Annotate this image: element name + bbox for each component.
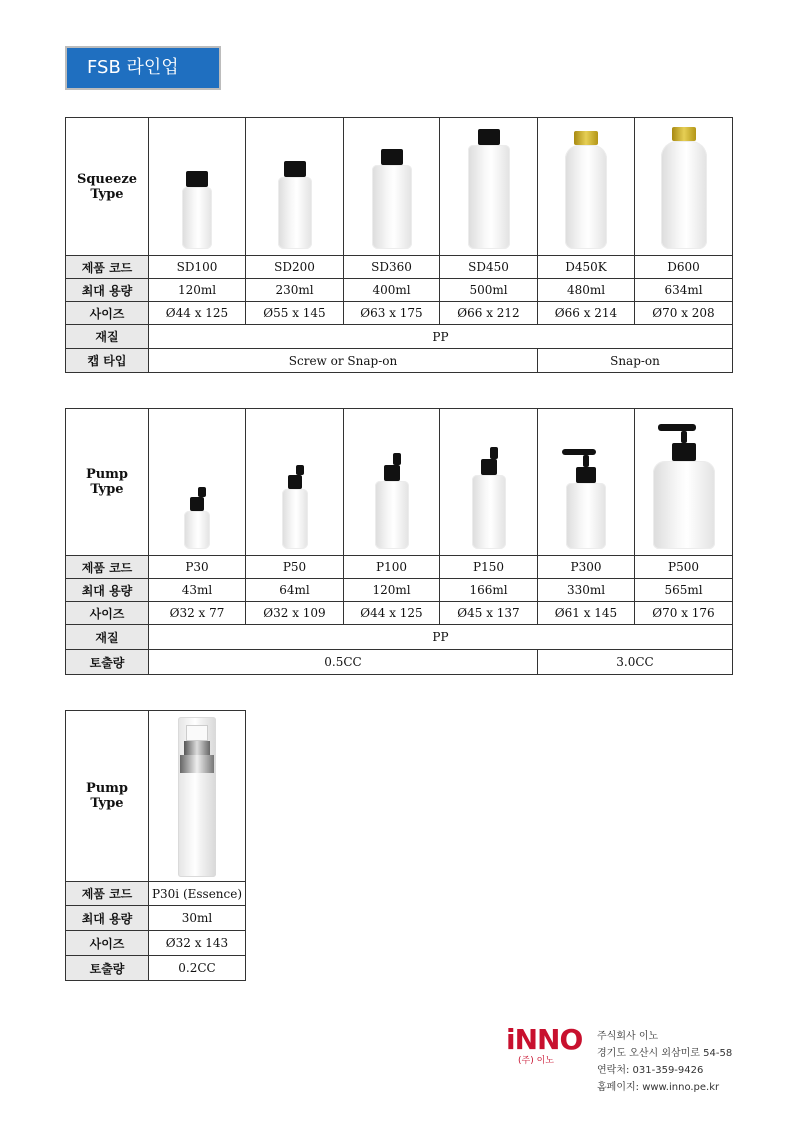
dispense-value: 3.0CC <box>538 650 733 675</box>
product-size: Ø45 x 137 <box>440 602 538 625</box>
product-size: Ø70 x 208 <box>635 302 733 325</box>
capacity-label: 최대 용량 <box>66 906 149 931</box>
product-code: D600 <box>635 256 733 279</box>
company-logo <box>506 1025 594 1065</box>
product-code: SD200 <box>246 256 344 279</box>
product-code: P300 <box>538 556 635 579</box>
product-code: D450K <box>538 256 635 279</box>
bottle-image-p50 <box>246 409 344 556</box>
product-capacity: 64ml <box>246 579 344 602</box>
product-capacity: 30ml <box>149 906 246 931</box>
material-label: 재질 <box>66 325 149 349</box>
product-capacity: 500ml <box>440 279 538 302</box>
product-capacity: 166ml <box>440 579 538 602</box>
bottle-image-p30 <box>149 409 246 556</box>
product-capacity: 400ml <box>344 279 440 302</box>
product-code: P50 <box>246 556 344 579</box>
logo-text: iNNO <box>506 1023 583 1056</box>
bottle-image-sd100 <box>149 118 246 256</box>
product-size: Ø70 x 176 <box>635 602 733 625</box>
product-code: P100 <box>344 556 440 579</box>
dispense-label: 토출량 <box>66 650 149 675</box>
squeeze-type-label: Squeeze Type <box>66 118 149 256</box>
product-size: Ø32 x 109 <box>246 602 344 625</box>
dispense-value: 0.5CC <box>149 650 538 675</box>
product-capacity: 43ml <box>149 579 246 602</box>
pump-single-spec-table <box>65 710 246 981</box>
dispense-value: 0.2CC <box>149 956 246 981</box>
size-label: 사이즈 <box>66 602 149 625</box>
cap-type-value: Screw or Snap-on <box>149 349 538 373</box>
product-code: SD450 <box>440 256 538 279</box>
product-size: Ø32 x 143 <box>149 931 246 956</box>
bottle-image-d450k <box>538 118 635 256</box>
dispense-label: 토출량 <box>66 956 149 981</box>
product-capacity: 230ml <box>246 279 344 302</box>
company-website: 홈페이지: www.inno.pe.kr <box>597 1082 720 1093</box>
company-name: 주식회사 이노 <box>597 1031 659 1042</box>
product-code: P30 <box>149 556 246 579</box>
bottle-image-d600 <box>635 118 733 256</box>
bottle-image-p300 <box>538 409 635 556</box>
product-capacity: 634ml <box>635 279 733 302</box>
bottle-image-sd200 <box>246 118 344 256</box>
cap-type-label: 캡 타입 <box>66 349 149 373</box>
pump-type-label: Pump Type <box>66 409 149 556</box>
bottle-image-p30i <box>149 711 246 882</box>
code-label: 제품 코드 <box>66 556 149 579</box>
pump-spec-table <box>65 408 733 675</box>
size-label: 사이즈 <box>66 302 149 325</box>
product-code: P150 <box>440 556 538 579</box>
product-code: SD360 <box>344 256 440 279</box>
product-capacity: 480ml <box>538 279 635 302</box>
product-capacity: 120ml <box>149 279 246 302</box>
logo-subtitle: (주) 이노 <box>518 1056 554 1066</box>
code-label: 제품 코드 <box>66 882 149 906</box>
product-size: Ø44 x 125 <box>149 302 246 325</box>
material-value: PP <box>149 325 733 349</box>
product-size: Ø66 x 212 <box>440 302 538 325</box>
product-capacity: 565ml <box>635 579 733 602</box>
product-capacity: 330ml <box>538 579 635 602</box>
product-capacity: 120ml <box>344 579 440 602</box>
product-size: Ø44 x 125 <box>344 602 440 625</box>
product-code: P30i (Essence) <box>149 882 246 906</box>
pump-type-label: Pump Type <box>66 711 149 882</box>
code-label: 제품 코드 <box>66 256 149 279</box>
bottle-image-p100 <box>344 409 440 556</box>
capacity-label: 최대 용량 <box>66 279 149 302</box>
squeeze-spec-table <box>65 117 733 373</box>
product-size: Ø55 x 145 <box>246 302 344 325</box>
bottle-image-sd450 <box>440 118 538 256</box>
bottle-image-p150 <box>440 409 538 556</box>
product-size: Ø32 x 77 <box>149 602 246 625</box>
cap-type-value: Snap-on <box>538 349 733 373</box>
company-address: 경기도 오산시 외삼미로 54-58 <box>597 1048 733 1059</box>
company-info <box>597 1028 732 1096</box>
product-code: SD100 <box>149 256 246 279</box>
bottle-image-p500 <box>635 409 733 556</box>
product-size: Ø66 x 214 <box>538 302 635 325</box>
size-label: 사이즈 <box>66 931 149 956</box>
product-size: Ø63 x 175 <box>344 302 440 325</box>
material-label: 재질 <box>66 625 149 650</box>
bottle-image-sd360 <box>344 118 440 256</box>
page-title: FSB 라인업 <box>65 46 221 90</box>
company-phone: 연락처: 031-359-9426 <box>597 1065 704 1076</box>
product-size: Ø61 x 145 <box>538 602 635 625</box>
material-value: PP <box>149 625 733 650</box>
capacity-label: 최대 용량 <box>66 579 149 602</box>
product-code: P500 <box>635 556 733 579</box>
